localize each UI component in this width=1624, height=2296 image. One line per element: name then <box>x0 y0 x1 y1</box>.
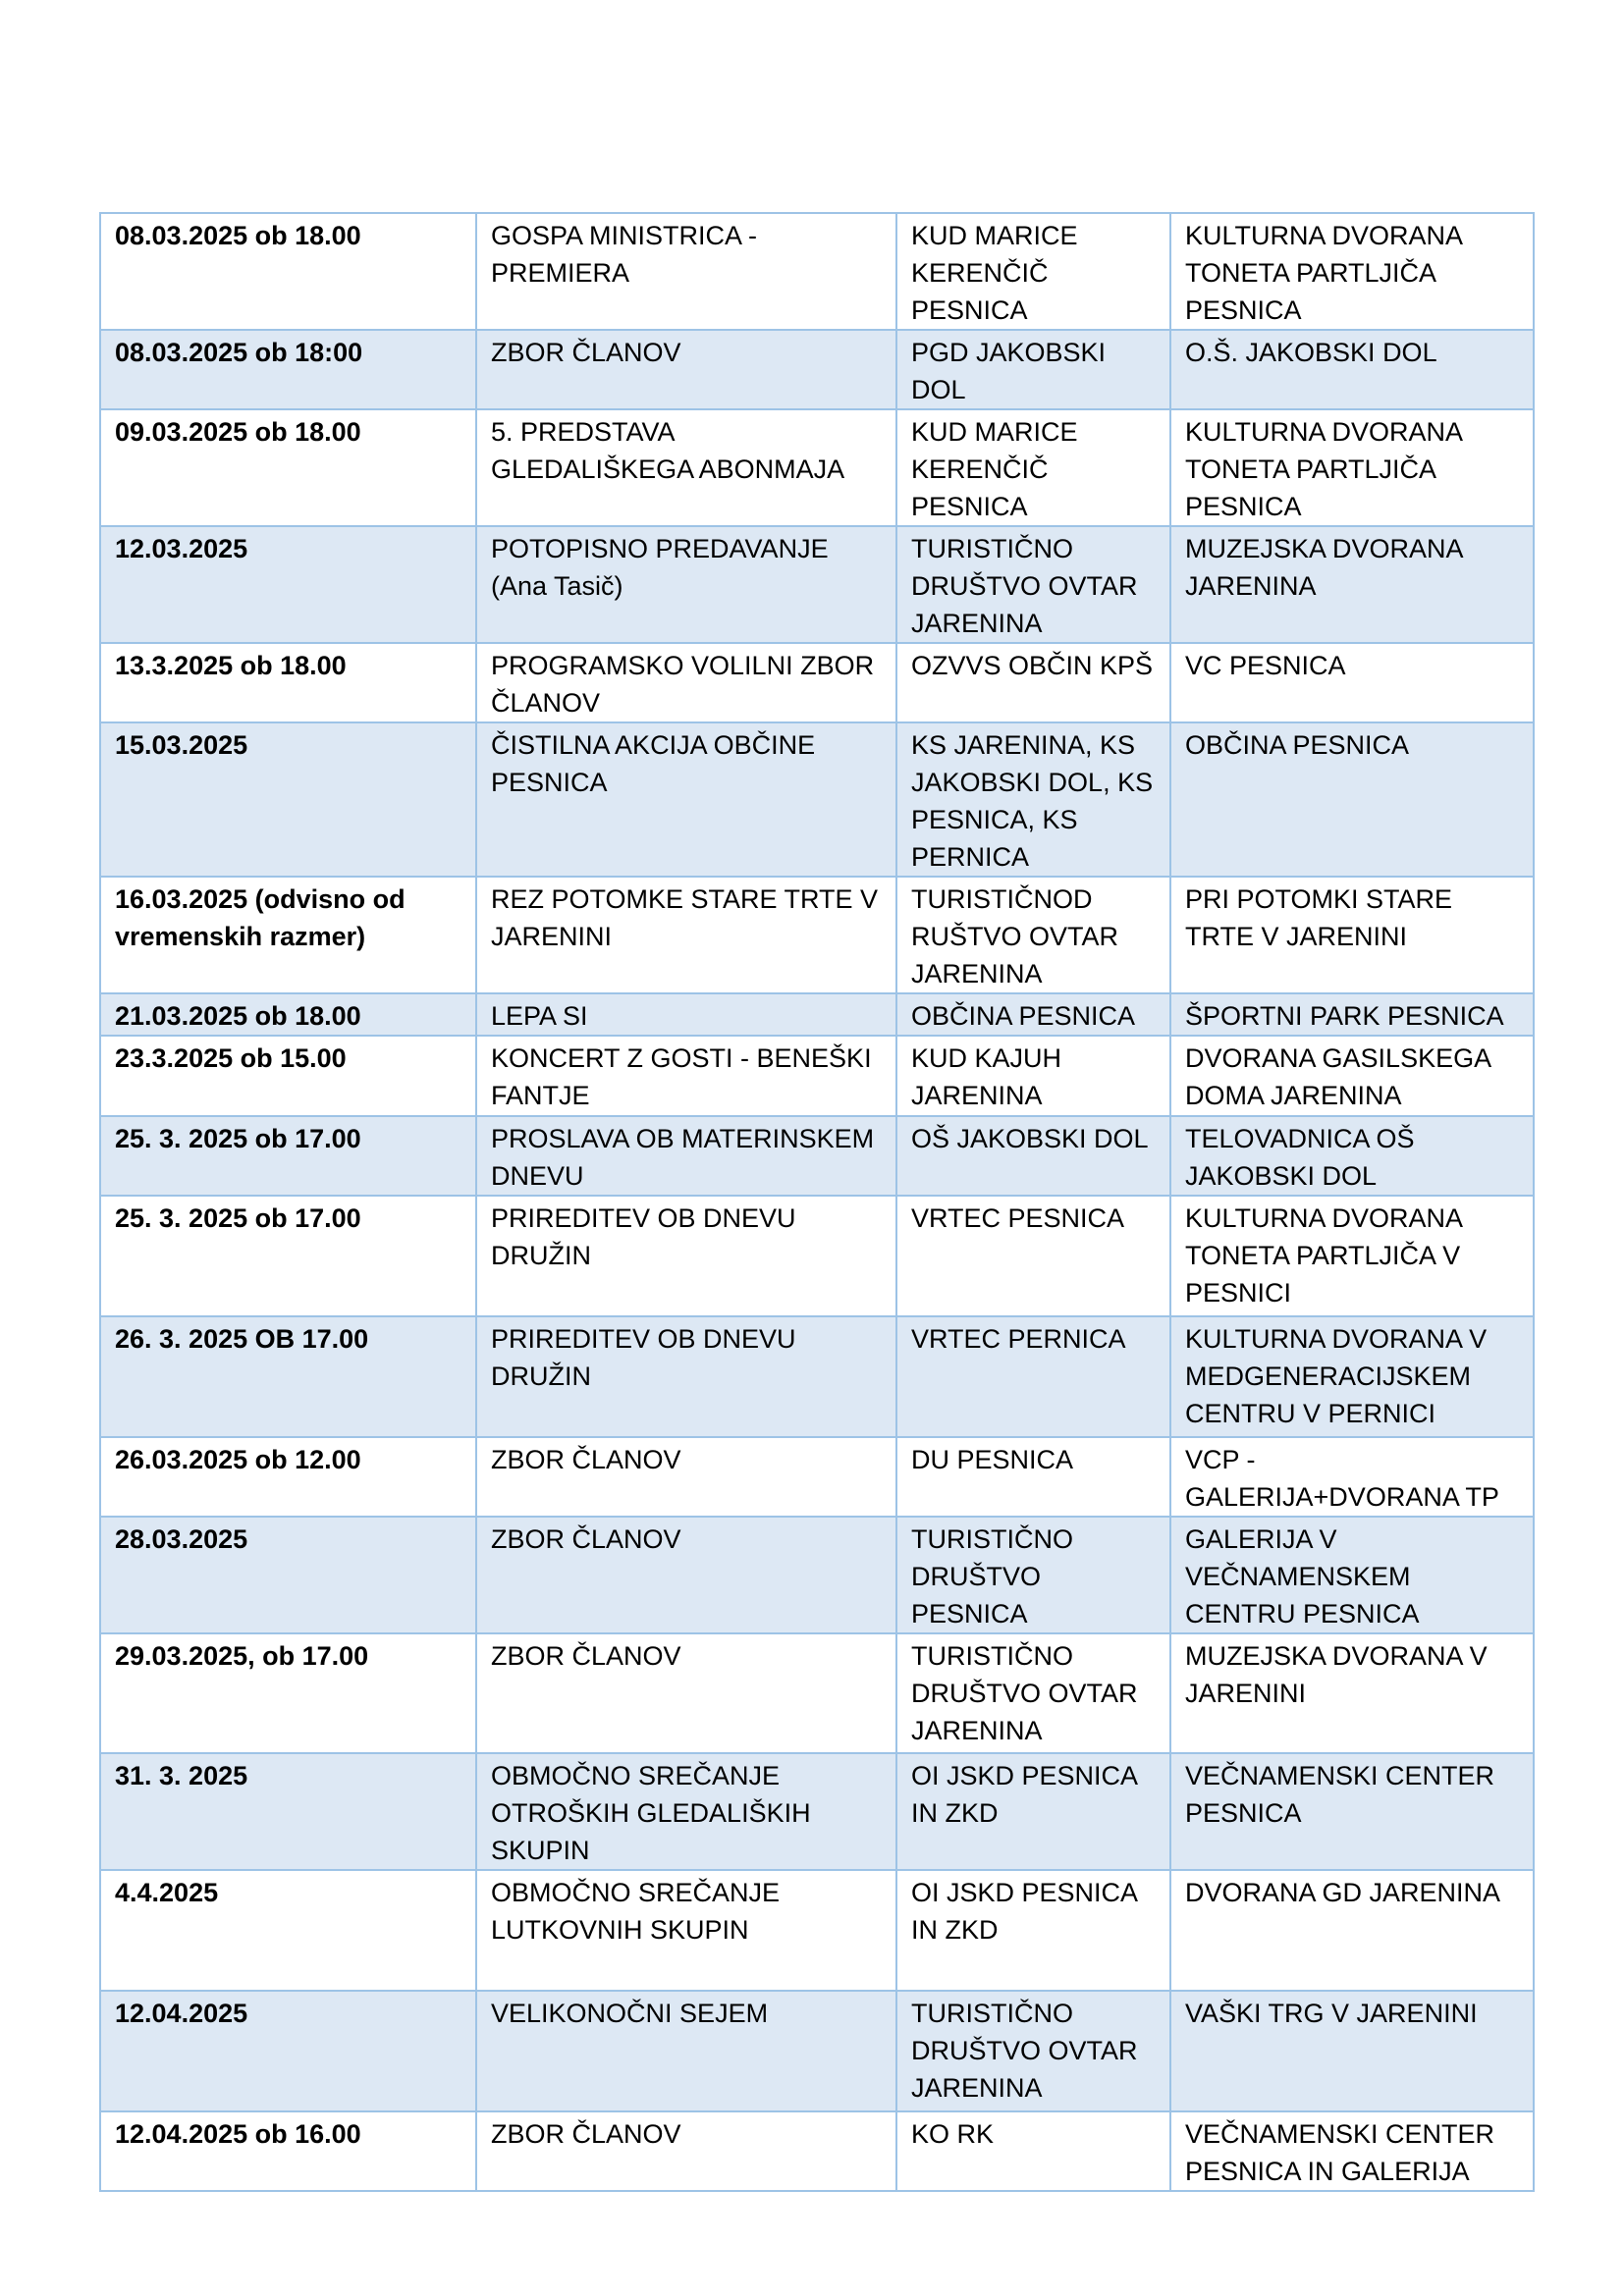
table-row <box>100 213 1534 330</box>
table-row <box>100 409 1534 526</box>
event-location: VCP - GALERIJA+DVORANA TP <box>1170 1437 1534 1517</box>
event-organizer: OBČINA PESNICA <box>896 993 1170 1036</box>
table-row <box>100 1633 1534 1753</box>
event-organizer: KO RK <box>896 2111 1170 2191</box>
event-location: MUZEJSKA DVORANA JARENINA <box>1170 526 1534 643</box>
event-date: 08.03.2025 ob 18.00 <box>100 213 476 330</box>
event-title: ČISTILNA AKCIJA OBČINE PESNICA <box>476 722 896 877</box>
event-title: ZBOR ČLANOV <box>476 1437 896 1517</box>
event-date: 12.04.2025 <box>100 1991 476 2111</box>
table-row <box>100 1116 1534 1196</box>
table-row <box>100 1870 1534 1991</box>
table-row <box>100 526 1534 643</box>
event-title: OBMOČNO SREČANJE OTROŠKIH GLEDALIŠKIH SKUPIN <box>476 1753 896 1870</box>
table-row <box>100 1517 1534 1633</box>
event-location: MUZEJSKA DVORANA V JARENINI <box>1170 1633 1534 1753</box>
table-row <box>100 1036 1534 1116</box>
event-title: PROGRAMSKO VOLILNI ZBOR ČLANOV <box>476 643 896 722</box>
event-location: VEČNAMENSKI CENTER PESNICA <box>1170 1753 1534 1870</box>
event-organizer: TURISTIČNO DRUŠTVO PESNICA <box>896 1517 1170 1633</box>
event-organizer: KS JARENINA, KS JAKOBSKI DOL, KS PESNICA, KS PERNICA <box>896 722 1170 877</box>
event-title: REZ POTOMKE STARE TRTE V JARENINI <box>476 877 896 993</box>
event-location: O.Š. JAKOBSKI DOL <box>1170 330 1534 409</box>
event-location: KULTURNA DVORANA TONETA PARTLJIČA PESNICA <box>1170 213 1534 330</box>
event-date: 15.03.2025 <box>100 722 476 877</box>
event-date: 25. 3. 2025 ob 17.00 <box>100 1196 476 1316</box>
event-organizer: OZVVS OBČIN KPŠ <box>896 643 1170 722</box>
event-organizer: VRTEC PERNICA <box>896 1316 1170 1437</box>
event-organizer: KUD KAJUH JARENINA <box>896 1036 1170 1116</box>
event-organizer: OI JSKD PESNICA IN ZKD <box>896 1753 1170 1870</box>
event-title: PRIREDITEV OB DNEVU DRUŽIN <box>476 1316 896 1437</box>
event-title: LEPA SI <box>476 993 896 1036</box>
event-date: 09.03.2025 ob 18.00 <box>100 409 476 526</box>
event-location: KULTURNA DVORANA TONETA PARTLJIČA PESNICA <box>1170 409 1534 526</box>
event-organizer: OI JSKD PESNICA IN ZKD <box>896 1870 1170 1991</box>
table-row <box>100 722 1534 877</box>
event-title: PRIREDITEV OB DNEVU DRUŽIN <box>476 1196 896 1316</box>
event-title: VELIKONOČNI SEJEM <box>476 1991 896 2111</box>
event-organizer: TURISTIČNO DRUŠTVO OVTAR JARENINA <box>896 1633 1170 1753</box>
event-title: 5. PREDSTAVA GLEDALIŠKEGA ABONMAJA <box>476 409 896 526</box>
event-title: ZBOR ČLANOV <box>476 2111 896 2191</box>
event-organizer: OŠ JAKOBSKI DOL <box>896 1116 1170 1196</box>
event-organizer: TURISTIČNO DRUŠTVO OVTAR JARENINA <box>896 526 1170 643</box>
event-date: 25. 3. 2025 ob 17.00 <box>100 1116 476 1196</box>
event-title: KONCERT Z GOSTI - BENEŠKI FANTJE <box>476 1036 896 1116</box>
table-row <box>100 330 1534 409</box>
table-row <box>100 643 1534 722</box>
event-date: 28.03.2025 <box>100 1517 476 1633</box>
table-row <box>100 1316 1534 1437</box>
event-title: GOSPA MINISTRICA - PREMIERA <box>476 213 896 330</box>
event-date: 29.03.2025, ob 17.00 <box>100 1633 476 1753</box>
event-date: 08.03.2025 ob 18:00 <box>100 330 476 409</box>
table-row <box>100 877 1534 993</box>
table-row <box>100 993 1534 1036</box>
table-row <box>100 1991 1534 2111</box>
event-date: 31. 3. 2025 <box>100 1753 476 1870</box>
event-date: 23.3.2025 ob 15.00 <box>100 1036 476 1116</box>
event-location: OBČINA PESNICA <box>1170 722 1534 877</box>
table-row <box>100 1196 1534 1316</box>
event-date: 16.03.2025 (odvisno od vremenskih razmer) <box>100 877 476 993</box>
event-location: VEČNAMENSKI CENTER PESNICA IN GALERIJA <box>1170 2111 1534 2191</box>
event-title: OBMOČNO SREČANJE LUTKOVNIH SKUPIN <box>476 1870 896 1991</box>
event-title: POTOPISNO PREDAVANJE (Ana Tasič) <box>476 526 896 643</box>
event-location: ŠPORTNI PARK PESNICA <box>1170 993 1534 1036</box>
event-title: ZBOR ČLANOV <box>476 1633 896 1753</box>
event-location: DVORANA GASILSKEGA DOMA JARENINA <box>1170 1036 1534 1116</box>
event-location: VAŠKI TRG V JARENINI <box>1170 1991 1534 2111</box>
event-title: ZBOR ČLANOV <box>476 330 896 409</box>
event-location: KULTURNA DVORANA V MEDGENERACIJSKEM CENTRU V PERNICI <box>1170 1316 1534 1437</box>
event-date: 13.3.2025 ob 18.00 <box>100 643 476 722</box>
event-location: GALERIJA V VEČNAMENSKEM CENTRU PESNICA <box>1170 1517 1534 1633</box>
event-location: DVORANA GD JARENINA <box>1170 1870 1534 1991</box>
event-date: 26. 3. 2025 OB 17.00 <box>100 1316 476 1437</box>
table-row <box>100 1437 1534 1517</box>
event-date: 4.4.2025 <box>100 1870 476 1991</box>
event-location: TELOVADNICA OŠ JAKOBSKI DOL <box>1170 1116 1534 1196</box>
event-organizer: TURISTIČNOD RUŠTVO OVTAR JARENINA <box>896 877 1170 993</box>
event-organizer: KUD MARICE KERENČIČ PESNICA <box>896 213 1170 330</box>
event-organizer: KUD MARICE KERENČIČ PESNICA <box>896 409 1170 526</box>
event-organizer: PGD JAKOBSKI DOL <box>896 330 1170 409</box>
event-date: 21.03.2025 ob 18.00 <box>100 993 476 1036</box>
event-organizer: VRTEC PESNICA <box>896 1196 1170 1316</box>
event-title: ZBOR ČLANOV <box>476 1517 896 1633</box>
event-organizer: DU PESNICA <box>896 1437 1170 1517</box>
table-row <box>100 2111 1534 2191</box>
events-table <box>99 212 1535 2192</box>
event-date: 12.03.2025 <box>100 526 476 643</box>
event-location: VC PESNICA <box>1170 643 1534 722</box>
event-title: PROSLAVA OB MATERINSKEM DNEVU <box>476 1116 896 1196</box>
event-organizer: TURISTIČNO DRUŠTVO OVTAR JARENINA <box>896 1991 1170 2111</box>
table-row <box>100 1753 1534 1870</box>
event-date: 12.04.2025 ob 16.00 <box>100 2111 476 2191</box>
event-location: KULTURNA DVORANA TONETA PARTLJIČA V PESNICI <box>1170 1196 1534 1316</box>
event-location: PRI POTOMKI STARE TRTE V JARENINI <box>1170 877 1534 993</box>
event-date: 26.03.2025 ob 12.00 <box>100 1437 476 1517</box>
